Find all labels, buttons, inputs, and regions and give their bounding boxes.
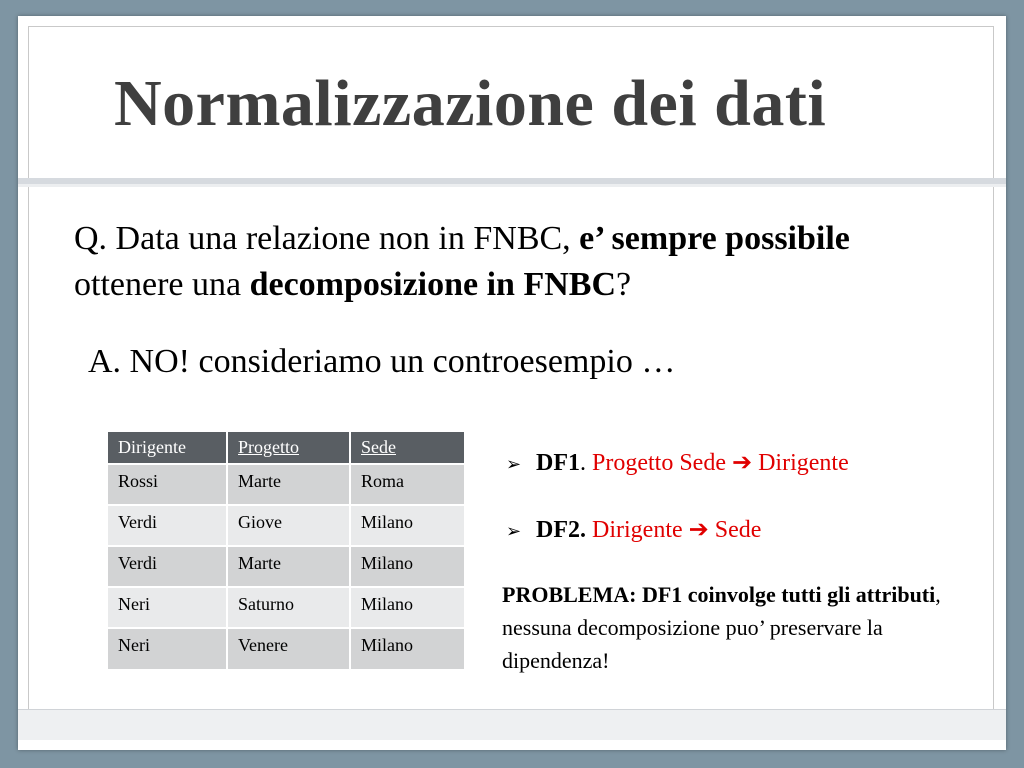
table-row — [108, 587, 464, 628]
table-cell: Roma — [350, 464, 464, 505]
question-emphasis-2: decomposizione in FNBC — [249, 266, 617, 303]
column-header-sede-label: Sede — [361, 437, 396, 457]
table-header-row — [108, 432, 464, 464]
table-row — [108, 628, 464, 669]
question-text — [74, 216, 954, 308]
table-cell: Milano — [350, 505, 464, 546]
table-cell: Neri — [108, 587, 227, 628]
table-cell: Rossi — [108, 464, 227, 505]
question-emphasis-1: e’ sempre possibile — [579, 220, 850, 257]
column-header-progetto — [227, 432, 350, 464]
answer-text: A. NO! consideriamo un controesempio … — [88, 343, 676, 380]
table-cell: Marte — [227, 464, 350, 505]
df1-line — [506, 448, 849, 477]
table-cell: Venere — [227, 628, 350, 669]
df1-lhs: Progetto Sede — [592, 450, 726, 476]
right-arrow-icon: ➔ — [688, 517, 709, 543]
table-cell: Verdi — [108, 546, 227, 587]
table-cell: Marte — [227, 546, 350, 587]
df2-label: DF2. — [536, 517, 586, 543]
df1-separator: . — [580, 450, 592, 476]
df1-label: DF1 — [536, 450, 580, 476]
column-header-sede — [350, 432, 464, 464]
slide — [18, 16, 1006, 750]
table-cell: Verdi — [108, 505, 227, 546]
df1-rhs: Dirigente — [758, 450, 849, 476]
df2-line — [506, 515, 761, 544]
table-cell: Milano — [350, 587, 464, 628]
table-cell: Milano — [350, 628, 464, 669]
footer-band — [18, 709, 1006, 740]
arrow-bullet-icon: ➢ — [506, 521, 522, 541]
table-row — [108, 505, 464, 546]
right-arrow-icon: ➔ — [731, 450, 753, 476]
table-row — [108, 546, 464, 587]
question-prefix: Q. Data una relazione non in FNBC, — [74, 220, 580, 257]
slide-title: Normalizzazione dei dati — [114, 67, 827, 140]
table-cell: Neri — [108, 628, 227, 669]
table-row — [108, 464, 464, 505]
df2-lhs: Dirigente — [592, 517, 683, 543]
column-header-progetto-label: Progetto — [238, 437, 299, 457]
question-suffix: ? — [616, 266, 632, 303]
problem-emphasis: PROBLEMA: DF1 coinvolge tutti gli attributi — [502, 582, 936, 607]
table-cell: Milano — [350, 546, 464, 587]
arrow-bullet-icon: ➢ — [506, 454, 522, 474]
relation-table — [108, 432, 464, 669]
table-cell: Giove — [227, 505, 350, 546]
problem-rest: , nessuna decomposizione puo’ preservare la dipendenza! — [502, 582, 941, 673]
column-header-dirigente: Dirigente — [108, 432, 227, 464]
df2-rhs: Sede — [714, 517, 762, 543]
problem-statement — [502, 578, 962, 677]
question-mid: ottenere una — [74, 266, 250, 303]
title-divider-light — [18, 184, 1006, 187]
table-cell: Saturno — [227, 587, 350, 628]
